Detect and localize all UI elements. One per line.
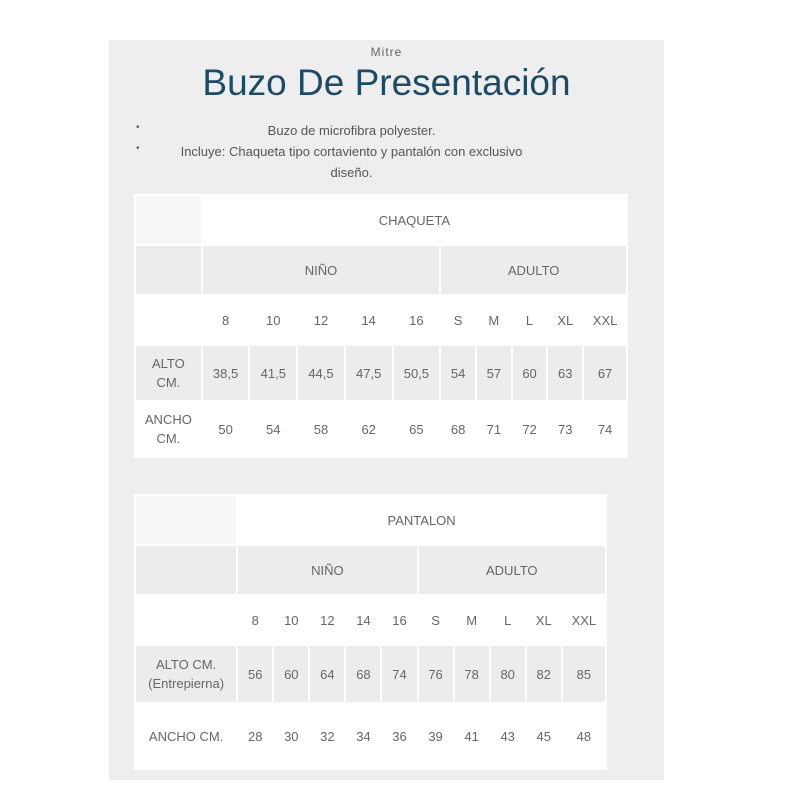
table-cell: 76 (419, 646, 453, 702)
table-cell: 57 (477, 346, 511, 400)
corner-cell (136, 496, 236, 544)
size-header: M (477, 296, 511, 344)
table-cell: 72 (513, 402, 547, 456)
row-label (136, 402, 201, 456)
row-label-line: CM. (156, 375, 181, 390)
table-cell: 30 (274, 704, 308, 768)
table-cell: 85 (563, 646, 605, 702)
row-label-line: ALTO (151, 356, 185, 371)
table-cell: 43 (491, 704, 525, 768)
size-header: L (513, 296, 547, 344)
bullet-icon: • (136, 122, 140, 133)
group-header-nino: NIÑO (238, 546, 416, 594)
row-label (136, 646, 236, 702)
size-header: 16 (394, 296, 440, 344)
group-header-adulto: ADULTO (419, 546, 605, 594)
table-cell: 58 (298, 402, 344, 456)
size-header: 8 (203, 296, 249, 344)
feature-item (109, 141, 664, 162)
table-cell: 38,5 (203, 346, 249, 400)
table-cell: 50,5 (394, 346, 440, 400)
row-label-line: (Entrepierna) (148, 676, 225, 691)
size-header: 16 (382, 596, 416, 644)
table-row (136, 346, 626, 400)
corner-cell (136, 246, 201, 294)
table-cell: 48 (563, 704, 605, 768)
chaqueta-size-table (134, 194, 628, 458)
product-title: Buzo De Presentación (202, 62, 571, 103)
table-cell: 74 (584, 402, 626, 456)
table-cell: 71 (477, 402, 511, 456)
table-cell: 80 (491, 646, 525, 702)
table-cell: 34 (346, 704, 380, 768)
table-row (136, 646, 605, 702)
size-header: M (455, 596, 489, 644)
size-header: 12 (310, 596, 344, 644)
table-cell: 47,5 (346, 346, 392, 400)
table-cell: 56 (238, 646, 272, 702)
feature-text: Buzo de microfibra polyester. (267, 123, 436, 138)
table-cell: 65 (394, 402, 440, 456)
group-header-nino: NIÑO (203, 246, 440, 294)
table-row (136, 704, 605, 768)
table-cell: 74 (382, 646, 416, 702)
table-cell: 73 (548, 402, 582, 456)
pantalon-size-table (134, 494, 607, 770)
size-header: 8 (238, 596, 272, 644)
table-cell: 28 (238, 704, 272, 768)
table-cell: 63 (548, 346, 582, 400)
size-header: S (441, 296, 475, 344)
row-label-line: CM. (156, 431, 181, 446)
row-label (136, 346, 201, 400)
size-header: 10 (250, 296, 296, 344)
feature-item (109, 162, 664, 183)
size-header: S (419, 596, 453, 644)
size-header-row (136, 296, 626, 344)
group-header-row (136, 546, 605, 594)
table-cell: 41,5 (250, 346, 296, 400)
brand-name: Mitre (370, 45, 403, 59)
table-cell: 68 (346, 646, 380, 702)
corner-cell (136, 546, 236, 594)
size-header: 14 (346, 296, 392, 344)
row-label-line: ANCHO (144, 412, 192, 427)
table-cell: 64 (310, 646, 344, 702)
table-cell: 39 (419, 704, 453, 768)
size-header: 10 (274, 596, 308, 644)
table-cell: 54 (250, 402, 296, 456)
bullet-icon: • (136, 143, 140, 154)
table-row (136, 402, 626, 456)
table-cell: 67 (584, 346, 626, 400)
table-cell: 82 (527, 646, 561, 702)
size-header: XXL (584, 296, 626, 344)
row-label-line: ALTO CM. (156, 657, 217, 672)
table-title-row (136, 496, 605, 544)
group-header-row (136, 246, 626, 294)
size-header: XL (548, 296, 582, 344)
size-header: L (491, 596, 525, 644)
feature-item (109, 120, 664, 141)
table-cell: 68 (441, 402, 475, 456)
table-cell: 32 (310, 704, 344, 768)
table-cell: 78 (455, 646, 489, 702)
size-header-row (136, 596, 605, 644)
feature-list (109, 120, 664, 183)
table-cell: 62 (346, 402, 392, 456)
size-header: XXL (563, 596, 605, 644)
feature-text: Incluye: Chaqueta tipo cortaviento y pantalón con exclusivo (180, 144, 523, 159)
size-header: 12 (298, 296, 344, 344)
corner-cell (136, 596, 236, 644)
table-cell: 60 (513, 346, 547, 400)
feature-text: diseño. (330, 165, 373, 180)
table-cell: 50 (203, 402, 249, 456)
table-title: CHAQUETA (203, 196, 626, 244)
table-cell: 45 (527, 704, 561, 768)
table-cell: 36 (382, 704, 416, 768)
table-cell: 44,5 (298, 346, 344, 400)
table-cell: 60 (274, 646, 308, 702)
corner-cell (136, 196, 201, 244)
table-title-row (136, 196, 626, 244)
row-label: ANCHO CM. (136, 704, 236, 768)
group-header-adulto: ADULTO (441, 246, 626, 294)
size-header: 14 (346, 596, 380, 644)
size-header: XL (527, 596, 561, 644)
table-cell: 41 (455, 704, 489, 768)
table-cell: 54 (441, 346, 475, 400)
table-title: PANTALON (238, 496, 605, 544)
corner-cell (136, 296, 201, 344)
